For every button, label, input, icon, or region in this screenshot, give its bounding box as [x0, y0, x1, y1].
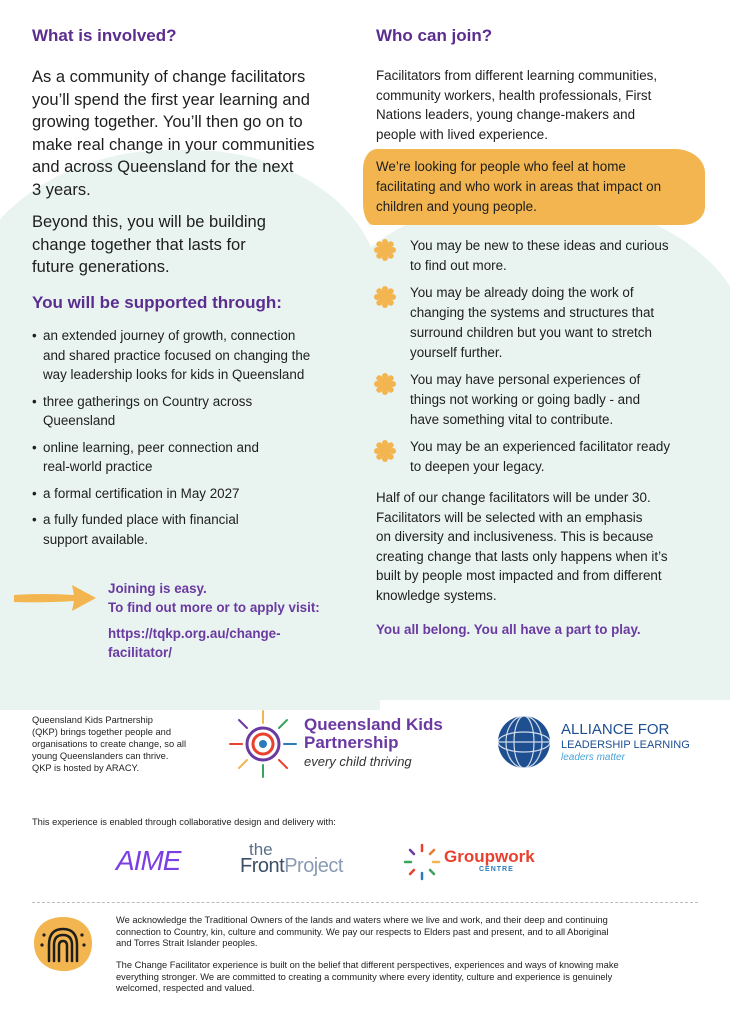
join-call-to-action: Joining is easy. To find out more or to apply visit: — [108, 581, 320, 615]
qkp-logo-icon — [228, 709, 298, 779]
list-item: • an extended journey of growth, connection and shared practice focused on changing the way leadership looks for kids in Queensland — [32, 326, 337, 385]
list-item: • three gatherings on Country across Queensland — [32, 392, 337, 431]
what-is-involved-heading: What is involved? — [32, 26, 177, 45]
list-item: • a formal certification in May 2027 — [32, 484, 337, 504]
qkp-logo-text: Queensland Kids Partnership — [304, 715, 443, 752]
belong-statement: You all belong. You all have a part to play. — [376, 622, 641, 637]
flower-icon — [374, 239, 396, 261]
dashed-divider — [32, 902, 698, 903]
enabled-text: This experience is enabled through collaborative design and delivery with: — [32, 817, 336, 827]
who-intro-paragraph: Facilitators from different learning communities, community workers, health professionals, First Nations leaders, young change-makers and people with lived experience. — [376, 68, 658, 142]
qkp-tagline: every child thriving — [304, 754, 412, 769]
qkp-blurb: Queensland Kids Partnership (QKP) brings together people and organisations to create change, so all young Queenslanders can thrive. QKP is hosted by ARACY. — [32, 715, 187, 773]
list-item: • online learning, peer connection and real-world practice — [32, 438, 337, 477]
afll-title: ALLIANCE FOR — [561, 721, 670, 738]
list-item: You may be new to these ideas and curious to find out more. — [374, 236, 704, 276]
list-item: You may have personal experiences of things not working or going badly - and have something vital to contribute. — [374, 370, 704, 430]
commitment-paragraph: The Change Facilitator experience is built on the belief that different perspectives, experiences and ways of knowing make everything stronger. We are committed to creating a community where every identity, culture and experience is genuinely welcomed, respected and valued. — [116, 960, 619, 993]
front-project-logo: FrontProject — [240, 855, 343, 877]
highlight-text: We’re looking for people who feel at home facilitating and who work in areas that impact on children and young people. — [376, 159, 662, 214]
front-project-logo-the: the — [249, 840, 273, 859]
acknowledgement-paragraph: We acknowledge the Traditional Owners of the lands and waters where we live and work, and their deep and continuing connection to Country, kin, culture and community. We pay our respects to Elders past and present, and to all Aboriginal and Torres Strait Islander peoples. — [116, 915, 609, 948]
apply-link[interactable]: https://tqkp.org.au/change- facilitator/ — [108, 626, 281, 660]
arrow-right-icon — [12, 583, 98, 613]
flower-icon — [374, 286, 396, 308]
support-list — [32, 326, 337, 556]
acknowledgement-emblem-icon — [32, 915, 94, 973]
list-item: • a fully funded place with financial support available. — [32, 510, 337, 549]
flower-icon — [374, 440, 396, 462]
groupwork-logo-text: Groupwork — [444, 847, 535, 866]
intro-paragraph: As a community of change facilitators you’ll spend the first year learning and growing together. You’ll then go on to make real change in your communities and across Queensland for the next 3 years. — [32, 68, 315, 199]
afll-subtitle: LEADERSHIP LEARNING — [561, 739, 690, 751]
groupwork-logo-subtext: CENTRE — [479, 866, 514, 873]
aime-logo: AIME — [116, 845, 181, 876]
groupwork-logo-icon — [402, 842, 442, 882]
list-item: You may be an experienced facilitator ready to deepen your legacy. — [374, 437, 704, 477]
beyond-paragraph: Beyond this, you will be building change together that lasts for future generations. — [32, 213, 266, 276]
flower-icon — [374, 373, 396, 395]
afll-tagline: leaders matter — [561, 752, 625, 763]
join-points-list — [374, 236, 704, 484]
list-item: You may be already doing the work of changing the systems and structures that surround children but you want to stretch yourself further. — [374, 283, 704, 363]
supported-heading: You will be supported through: — [32, 293, 282, 312]
who-can-join-heading: Who can join? — [376, 26, 493, 45]
afll-globe-icon — [497, 715, 551, 769]
half-paragraph: Half of our change facilitators will be under 30. Facilitators will be selected with an emphasis on diversity and inclusiveness. This is because creating change that lasts only happens when it’s built by people most impacted and from different knowledge systems. — [376, 490, 668, 603]
